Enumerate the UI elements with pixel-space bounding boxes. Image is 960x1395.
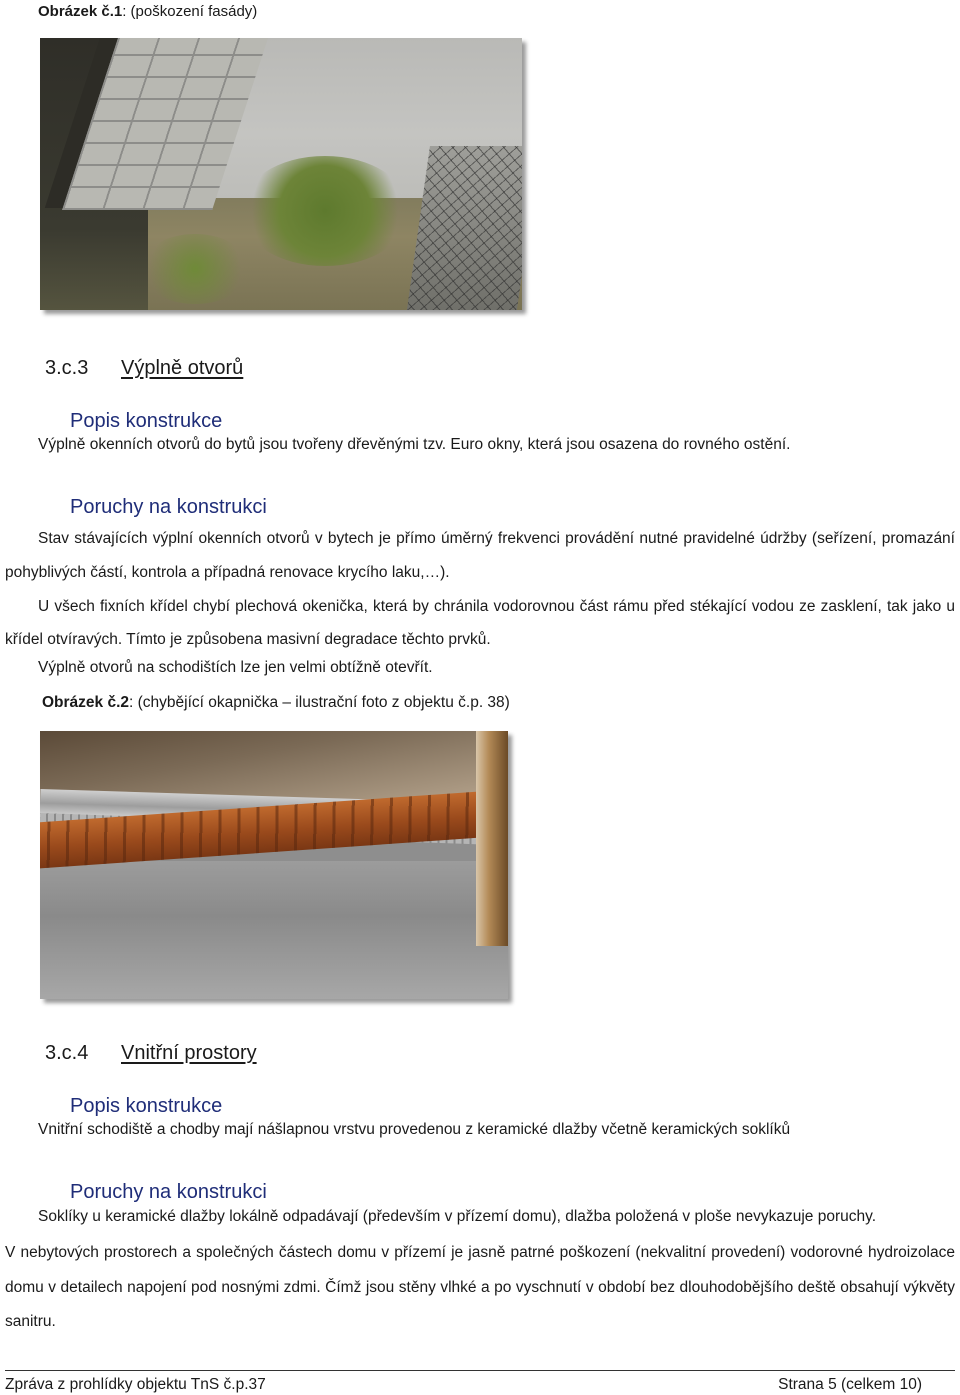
popis-konstrukce-heading: Popis konstrukce [70,410,223,432]
figure-label: Obrázek č.2 [42,694,130,711]
figure-1-caption: Obrázek č.1: (poškození fasády) [38,3,258,20]
poruchy-heading: Poruchy na konstrukci [70,496,267,518]
poruchy-paragraph: Stav stávajících výplní okenních otvorů v bytech je přímo úměrný frekvenci provádění nutné pravidelné údržby (seřízení, promazání pohyblivých částí, kontrola a případná renovace krycího laku,…). [5,530,955,581]
section-title: Výplně otvorů [121,357,244,379]
figure-label: Obrázek č.1 [38,3,123,20]
footer-page-number: Strana 5 (celkem 10) [778,1376,922,1393]
popis-konstrukce-heading: Popis konstrukce [70,1095,223,1117]
footer-divider [5,1370,955,1371]
poruchy-paragraph: Výplně otvorů na schodištích lze jen velmi obtížně otevřít. [38,659,433,676]
popis-konstrukce-text: Vnitřní schodiště a chodby mají nášlapnou vrstvu provedenou z keramické dlažby včetně keramických soklíků [38,1121,791,1138]
section-number: 3.c.3 [45,357,89,379]
poruchy-heading: Poruchy na konstrukci [70,1181,267,1203]
facade-damage-photo [40,38,522,310]
figure-2-caption: Obrázek č.2: (chybějící okapnička – ilustrační foto z objektu č.p. 38) [42,694,510,711]
poruchy-paragraph: V nebytových prostorech a společných částech domu v přízemí je jasně patrné poškození (nekvalitní provedení) vodorovné hydroizolace domu v detailech napojení pod nosnými zdmi. Čímž jsou stěny vlhké a po vyschnutí v období bez dlouhodobějšího deště obsahují výkvěty sanitru. [5,1244,955,1330]
popis-konstrukce-text: Výplně okenních otvorů do bytů jsou tvořeny dřevěnými tzv. Euro okny, která jsou osazena do rovného ostění. [38,436,791,453]
poruchy-paragraph: Soklíky u keramické dlažby lokálně odpadávají (především v přízemí domu), dlažba položená v ploše nevykazuje poruchy. [38,1208,876,1225]
section-title: Vnitřní prostory [121,1042,257,1064]
window-sill-photo [40,731,508,999]
section-number: 3.c.4 [45,1042,89,1064]
footer-report-title: Zpráva z prohlídky objektu TnS č.p.37 [5,1376,266,1393]
poruchy-paragraph: U všech fixních křídel chybí plechová okenička, která by chránila vodorovnou část rámu před stékající vodou ze zasklení, tak jako u křídel otvíravých. Tímto je způsobena masivní degradace těchto prvků. [5,598,955,648]
